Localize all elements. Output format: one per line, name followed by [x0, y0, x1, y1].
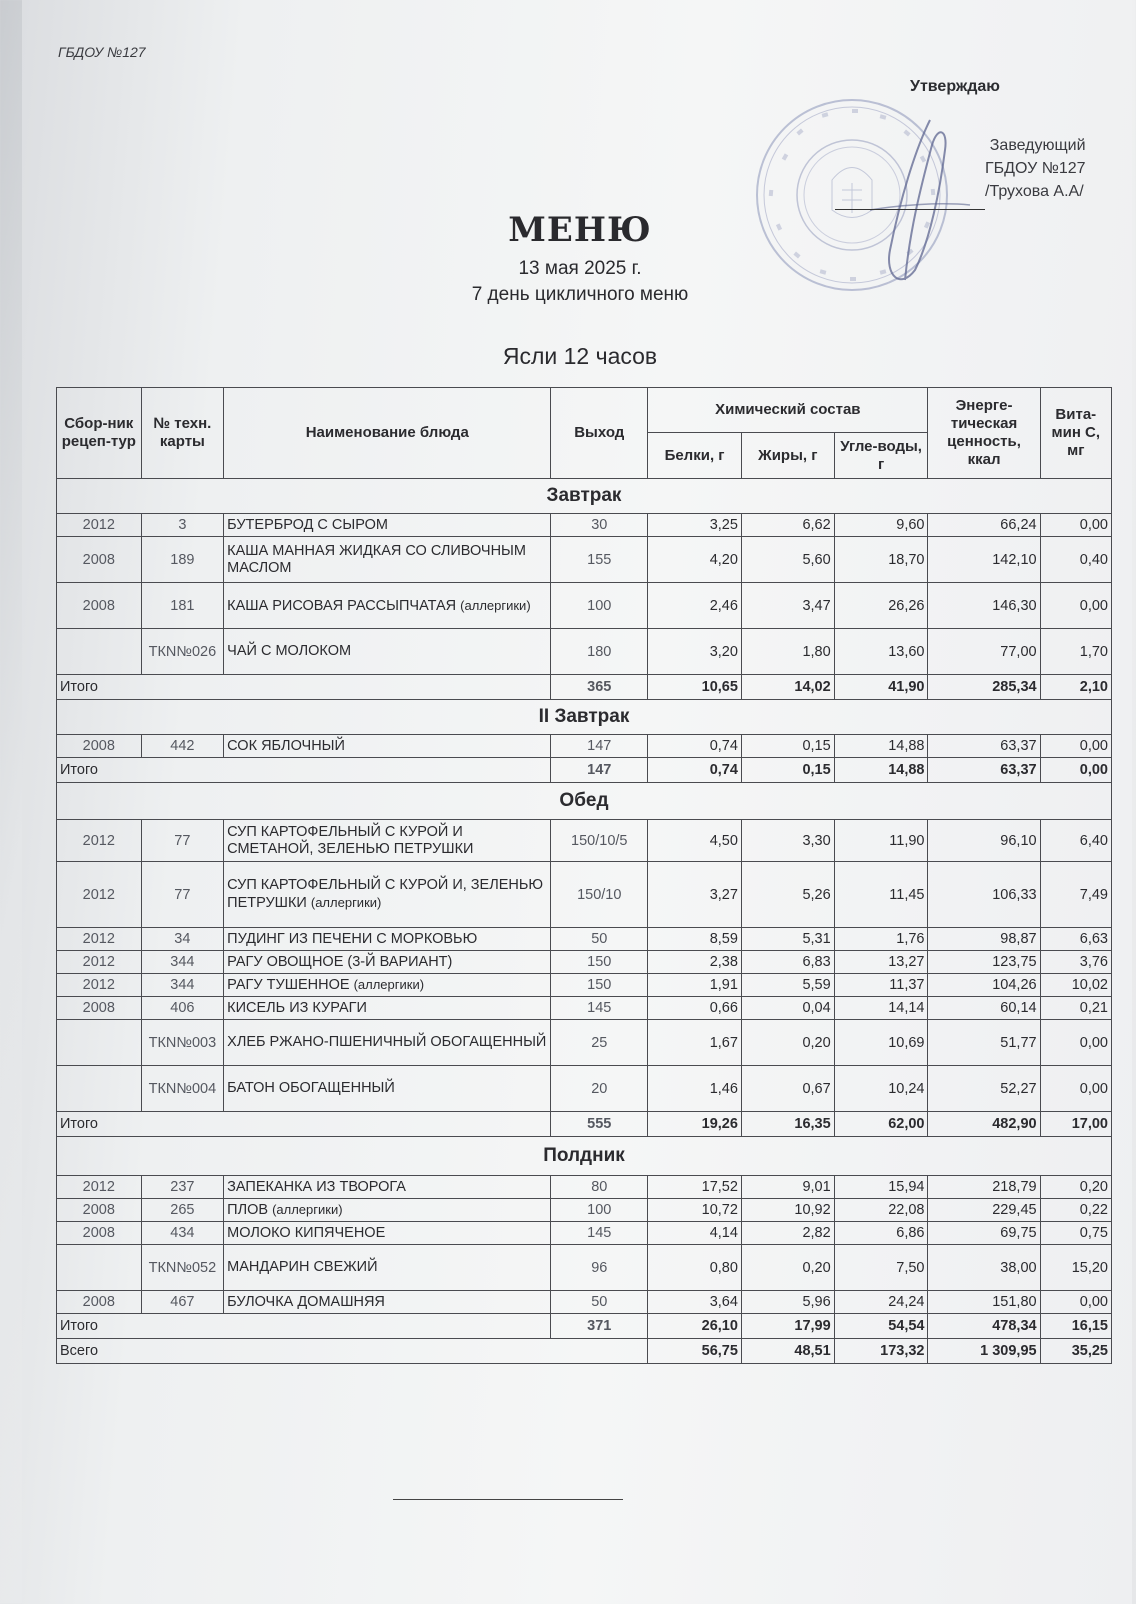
page-title: МЕНЮ: [508, 210, 652, 250]
section-total-row: [57, 1112, 1112, 1137]
tech-card-number: 344: [141, 951, 224, 974]
protein-value: 10,72: [648, 1199, 742, 1222]
total-protein: 0,74: [648, 758, 742, 783]
section-row: [57, 479, 1112, 514]
fat-value: 10,92: [741, 1199, 834, 1222]
fat-value: 3,30: [741, 820, 834, 862]
fat-value: 6,62: [741, 514, 834, 537]
approval-block: [985, 134, 1086, 203]
dish-name-text: ЗАПЕКАНКА ИЗ ТВОРОГА: [227, 1178, 406, 1195]
dish-name: [224, 820, 551, 862]
section-row: [57, 783, 1112, 820]
fat-value: 5,96: [741, 1291, 834, 1314]
total-fat: 17,99: [741, 1314, 834, 1339]
total-protein: 19,26: [648, 1112, 742, 1137]
dish-yield: 145: [551, 1222, 648, 1245]
carbs-value: 9,60: [834, 514, 928, 537]
energy-value: 51,77: [928, 1020, 1040, 1066]
fat-value: 3,47: [741, 583, 834, 629]
section-row: [57, 1137, 1112, 1176]
table-row: [57, 1291, 1112, 1314]
table-body: [57, 479, 1112, 1364]
energy-value: 98,87: [928, 928, 1040, 951]
recipe-collection: 2012: [57, 974, 142, 997]
dish-yield: 30: [551, 514, 648, 537]
energy-value: 66,24: [928, 514, 1040, 537]
allergy-note: (аллергики): [272, 1202, 343, 1217]
energy-value: 60,14: [928, 997, 1040, 1020]
dish-name-text: ЧАЙ С МОЛОКОМ: [227, 643, 352, 659]
energy-value: 142,10: [928, 537, 1040, 583]
carbs-value: 13,60: [834, 629, 928, 675]
total-carbs: 62,00: [834, 1112, 928, 1137]
carbs-value: 1,76: [834, 928, 928, 951]
dish-name-text: БУЛОЧКА ДОМАШНЯЯ: [227, 1293, 385, 1310]
menu-table: [56, 387, 1112, 1364]
dish-yield: 100: [551, 1199, 648, 1222]
protein-value: 1,46: [648, 1066, 742, 1112]
organization-name: ГБДОУ №127: [58, 44, 146, 60]
protein-value: 2,46: [648, 583, 742, 629]
total-yield: 365: [551, 675, 648, 700]
table-row: [57, 583, 1112, 629]
total-vitamin-c: 2,10: [1040, 675, 1111, 700]
table-header: [57, 388, 1112, 479]
carbs-value: 10,69: [834, 1020, 928, 1066]
table-row: [57, 1199, 1112, 1222]
grand-total-carbs: 173,32: [834, 1339, 928, 1364]
protein-value: 8,59: [648, 928, 742, 951]
protein-value: 1,67: [648, 1020, 742, 1066]
grand-total-row: [57, 1339, 1112, 1364]
dish-name-text: КИСЕЛЬ ИЗ КУРАГИ: [227, 999, 367, 1016]
carbs-value: 24,24: [834, 1291, 928, 1314]
protein-value: 1,91: [648, 974, 742, 997]
header-fat: Жиры, г: [741, 433, 834, 479]
total-fat: 0,15: [741, 758, 834, 783]
total-energy: 285,34: [928, 675, 1040, 700]
tech-card-number: 77: [141, 820, 224, 862]
recipe-collection: 2008: [57, 1222, 142, 1245]
protein-value: 4,14: [648, 1222, 742, 1245]
energy-value: 123,75: [928, 951, 1040, 974]
header-collection: Сбор-ник рецеп-тур: [57, 388, 142, 479]
dish-name-text: СОК ЯБЛОЧНЫЙ: [227, 737, 345, 754]
table-row: [57, 1222, 1112, 1245]
grand-total-vitamin-c: 35,25: [1040, 1339, 1111, 1364]
table-row: [57, 1066, 1112, 1112]
table-row: [57, 1176, 1112, 1199]
dish-name: [224, 583, 551, 629]
tech-card-number: 77: [141, 862, 224, 928]
vitamin-c-value: 7,49: [1040, 862, 1111, 928]
tech-card-number: 467: [141, 1291, 224, 1314]
dish-name: [224, 537, 551, 583]
fat-value: 5,59: [741, 974, 834, 997]
header-yield: Выход: [551, 388, 648, 479]
energy-value: 96,10: [928, 820, 1040, 862]
tech-card-number: ТКN№004: [141, 1066, 224, 1112]
energy-value: 151,80: [928, 1291, 1040, 1314]
dish-yield: 50: [551, 928, 648, 951]
total-carbs: 14,88: [834, 758, 928, 783]
vitamin-c-value: 0,00: [1040, 583, 1111, 629]
recipe-collection: 2008: [57, 1199, 142, 1222]
total-label: Итого: [57, 1112, 551, 1137]
grand-total-fat: 48,51: [741, 1339, 834, 1364]
tech-card-number: 434: [141, 1222, 224, 1245]
carbs-value: 7,50: [834, 1245, 928, 1291]
carbs-value: 14,88: [834, 735, 928, 758]
dish-yield: 180: [551, 629, 648, 675]
total-carbs: 54,54: [834, 1314, 928, 1339]
footer-line: [393, 1499, 623, 1500]
dish-yield: 150: [551, 974, 648, 997]
grand-total-protein: 56,75: [648, 1339, 742, 1364]
table-row: [57, 951, 1112, 974]
dish-name: [224, 1245, 551, 1291]
dish-yield: 96: [551, 1245, 648, 1291]
table-row: [57, 1020, 1112, 1066]
recipe-collection: 2008: [57, 735, 142, 758]
recipe-collection: 2012: [57, 820, 142, 862]
total-energy: 478,34: [928, 1314, 1040, 1339]
recipe-collection: [57, 1066, 142, 1112]
table-row: [57, 629, 1112, 675]
carbs-value: 22,08: [834, 1199, 928, 1222]
energy-value: 146,30: [928, 583, 1040, 629]
tech-card-number: ТКN№003: [141, 1020, 224, 1066]
dish-name: [224, 862, 551, 928]
total-protein: 10,65: [648, 675, 742, 700]
dish-name-text: МОЛОКО КИПЯЧЕНОЕ: [227, 1224, 386, 1241]
vitamin-c-value: 1,70: [1040, 629, 1111, 675]
vitamin-c-value: 0,40: [1040, 537, 1111, 583]
dish-name: [224, 629, 551, 675]
dish-name: [224, 1291, 551, 1314]
recipe-collection: 2012: [57, 862, 142, 928]
dish-yield: 150/10: [551, 862, 648, 928]
carbs-value: 10,24: [834, 1066, 928, 1112]
tech-card-number: 344: [141, 974, 224, 997]
tech-card-number: ТКN№026: [141, 629, 224, 675]
dish-name: [224, 928, 551, 951]
carbs-value: 26,26: [834, 583, 928, 629]
dish-yield: 80: [551, 1176, 648, 1199]
total-energy: 63,37: [928, 758, 1040, 783]
energy-value: 106,33: [928, 862, 1040, 928]
dish-name-text: ПУДИНГ ИЗ ПЕЧЕНИ С МОРКОВЬЮ: [227, 930, 478, 947]
protein-value: 0,80: [648, 1245, 742, 1291]
dish-name: [224, 1176, 551, 1199]
vitamin-c-value: 6,63: [1040, 928, 1111, 951]
dish-yield: 147: [551, 735, 648, 758]
vitamin-c-value: 10,02: [1040, 974, 1111, 997]
recipe-collection: [57, 1245, 142, 1291]
header-energy: Энерге-тическая ценность, ккал: [928, 388, 1040, 479]
fat-value: 1,80: [741, 629, 834, 675]
section-title: Полдник: [57, 1137, 1112, 1176]
vitamin-c-value: 6,40: [1040, 820, 1111, 862]
approval-title: Утверждаю: [910, 78, 1000, 95]
tech-card-number: 34: [141, 928, 224, 951]
carbs-value: 11,90: [834, 820, 928, 862]
vitamin-c-value: 0,20: [1040, 1176, 1111, 1199]
dish-yield: 100: [551, 583, 648, 629]
section-row: [57, 700, 1112, 735]
vitamin-c-value: 15,20: [1040, 1245, 1111, 1291]
menu-cycle-day: 7 день цикличного меню: [471, 284, 689, 305]
fat-value: 0,04: [741, 997, 834, 1020]
total-vitamin-c: 16,15: [1040, 1314, 1111, 1339]
tech-card-number: 406: [141, 997, 224, 1020]
total-vitamin-c: 0,00: [1040, 758, 1111, 783]
header-carbs: Угле-воды, г: [834, 433, 928, 479]
vitamin-c-value: 0,00: [1040, 1066, 1111, 1112]
carbs-value: 11,37: [834, 974, 928, 997]
protein-value: 3,64: [648, 1291, 742, 1314]
protein-value: 4,50: [648, 820, 742, 862]
table-row: [57, 735, 1112, 758]
recipe-collection: 2008: [57, 537, 142, 583]
fat-value: 0,67: [741, 1066, 834, 1112]
dish-name-text: ХЛЕБ РЖАНО-ПШЕНИЧНЫЙ ОБОГАЩЕННЫЙ: [227, 1034, 547, 1050]
vitamin-c-value: 0,22: [1040, 1199, 1111, 1222]
total-carbs: 41,90: [834, 675, 928, 700]
tech-card-number: 3: [141, 514, 224, 537]
fat-value: 0,20: [741, 1020, 834, 1066]
dish-name: [224, 1222, 551, 1245]
total-vitamin-c: 17,00: [1040, 1112, 1111, 1137]
protein-value: 3,25: [648, 514, 742, 537]
total-label: Итого: [57, 758, 551, 783]
dish-name: [224, 1020, 551, 1066]
tech-card-number: 181: [141, 583, 224, 629]
table-row: [57, 862, 1112, 928]
section-total-row: [57, 675, 1112, 700]
tech-card-number: 237: [141, 1176, 224, 1199]
tech-card-number: 265: [141, 1199, 224, 1222]
table-row: [57, 514, 1112, 537]
recipe-collection: 2008: [57, 583, 142, 629]
dish-name-text: СУП КАРТОФЕЛЬНЫЙ С КУРОЙ И, ЗЕЛЕНЬЮ ПЕТРУШКИ: [227, 877, 544, 911]
total-fat: 16,35: [741, 1112, 834, 1137]
grand-total-label: Всего: [57, 1339, 648, 1364]
dish-name: [224, 1066, 551, 1112]
total-energy: 482,90: [928, 1112, 1040, 1137]
dish-name-text: СУП КАРТОФЕЛЬНЫЙ С КУРОЙ И СМЕТАНОЙ, ЗЕЛЕНЬЮ ПЕТРУШКИ: [227, 823, 474, 857]
vitamin-c-value: 0,75: [1040, 1222, 1111, 1245]
energy-value: 229,45: [928, 1199, 1040, 1222]
tech-card-number: 189: [141, 537, 224, 583]
dish-yield: 25: [551, 1020, 648, 1066]
recipe-collection: 2008: [57, 997, 142, 1020]
energy-value: 77,00: [928, 629, 1040, 675]
header-dish-name: Наименование блюда: [224, 388, 551, 479]
tech-card-number: ТКN№052: [141, 1245, 224, 1291]
dish-yield: 155: [551, 537, 648, 583]
fat-value: 0,20: [741, 1245, 834, 1291]
energy-value: 52,27: [928, 1066, 1040, 1112]
section-total-row: [57, 1314, 1112, 1339]
vitamin-c-value: 0,21: [1040, 997, 1111, 1020]
fat-value: 6,83: [741, 951, 834, 974]
section-total-row: [57, 758, 1112, 783]
dish-name: [224, 997, 551, 1020]
carbs-value: 13,27: [834, 951, 928, 974]
vitamin-c-value: 0,00: [1040, 1291, 1111, 1314]
fat-value: 9,01: [741, 1176, 834, 1199]
fat-value: 2,82: [741, 1222, 834, 1245]
approval-organization: ГБДОУ №127: [985, 160, 1086, 177]
carbs-value: 18,70: [834, 537, 928, 583]
dish-yield: 50: [551, 1291, 648, 1314]
dish-name-text: КАША МАННАЯ ЖИДКАЯ СО СЛИВОЧНЫМ МАСЛОМ: [227, 542, 526, 576]
table-row: [57, 997, 1112, 1020]
recipe-collection: 2012: [57, 1176, 142, 1199]
dish-name-text: РАГУ ОВОЩНОЕ (3-Й ВАРИАНТ): [227, 953, 453, 970]
section-title: Обед: [57, 783, 1112, 820]
fat-value: 5,60: [741, 537, 834, 583]
protein-value: 3,27: [648, 862, 742, 928]
carbs-value: 11,45: [834, 862, 928, 928]
vitamin-c-value: 3,76: [1040, 951, 1111, 974]
dish-yield: 150: [551, 951, 648, 974]
header-tech-card: № техн. карты: [141, 388, 224, 479]
vitamin-c-value: 0,00: [1040, 735, 1111, 758]
dish-yield: 145: [551, 997, 648, 1020]
dish-name-text: БАТОН ОБОГАЩЕННЫЙ: [227, 1080, 395, 1096]
energy-value: 218,79: [928, 1176, 1040, 1199]
table-row: [57, 820, 1112, 862]
dish-name: [224, 514, 551, 537]
protein-value: 0,74: [648, 735, 742, 758]
energy-value: 69,75: [928, 1222, 1040, 1245]
fat-value: 5,31: [741, 928, 834, 951]
dish-name-text: МАНДАРИН СВЕЖИЙ: [227, 1259, 378, 1275]
energy-value: 104,26: [928, 974, 1040, 997]
total-yield: 147: [551, 758, 648, 783]
recipe-collection: [57, 1020, 142, 1066]
recipe-collection: 2008: [57, 1291, 142, 1314]
table-row: [57, 974, 1112, 997]
vitamin-c-value: 0,00: [1040, 514, 1111, 537]
energy-value: 63,37: [928, 735, 1040, 758]
protein-value: 2,38: [648, 951, 742, 974]
vitamin-c-value: 0,00: [1040, 1020, 1111, 1066]
total-protein: 26,10: [648, 1314, 742, 1339]
total-label: Итого: [57, 675, 551, 700]
approval-position: Заведующий: [989, 137, 1086, 154]
dish-name: [224, 1199, 551, 1222]
protein-value: 4,20: [648, 537, 742, 583]
dish-name: [224, 974, 551, 997]
fat-value: 0,15: [741, 735, 834, 758]
carbs-value: 14,14: [834, 997, 928, 1020]
menu-date: 13 мая 2025 г.: [518, 258, 642, 279]
dish-name-text: КАША РИСОВАЯ РАССЫПЧАТАЯ: [227, 597, 457, 614]
carbs-value: 6,86: [834, 1222, 928, 1245]
protein-value: 17,52: [648, 1176, 742, 1199]
dish-yield: 150/10/5: [551, 820, 648, 862]
dish-name-text: ПЛОВ: [227, 1202, 269, 1218]
group-title: Ясли 12 часов: [502, 343, 658, 369]
allergy-note: (аллергики): [460, 597, 531, 613]
total-yield: 555: [551, 1112, 648, 1137]
dish-name-text: БУТЕРБРОД С СЫРОМ: [227, 516, 388, 533]
allergy-note: (аллергики): [310, 895, 382, 910]
protein-value: 3,20: [648, 629, 742, 675]
total-label: Итого: [57, 1314, 551, 1339]
section-title: II Завтрак: [57, 700, 1112, 735]
carbs-value: 15,94: [834, 1176, 928, 1199]
section-title: Завтрак: [57, 479, 1112, 514]
recipe-collection: 2012: [57, 951, 142, 974]
recipe-collection: 2012: [57, 928, 142, 951]
recipe-collection: 2012: [57, 514, 142, 537]
tech-card-number: 442: [141, 735, 224, 758]
table-row: [57, 1245, 1112, 1291]
energy-value: 38,00: [928, 1245, 1040, 1291]
total-yield: 371: [551, 1314, 648, 1339]
dish-name: [224, 735, 551, 758]
protein-value: 0,66: [648, 997, 742, 1020]
header-vitamin-c: Вита-мин С, мг: [1040, 388, 1111, 479]
dish-name-text: РАГУ ТУШЕННОЕ: [227, 977, 350, 993]
recipe-collection: [57, 629, 142, 675]
fat-value: 5,26: [741, 862, 834, 928]
table-row: [57, 537, 1112, 583]
table-row: [57, 928, 1112, 951]
grand-total-energy: 1 309,95: [928, 1339, 1040, 1364]
header-chemical-composition: Химический состав: [648, 388, 928, 433]
allergy-note: (аллергики): [353, 977, 425, 992]
total-fat: 14,02: [741, 675, 834, 700]
header-protein: Белки, г: [648, 433, 742, 479]
approval-name: /Трухова А.А/: [985, 183, 1084, 200]
dish-name: [224, 951, 551, 974]
dish-yield: 20: [551, 1066, 648, 1112]
